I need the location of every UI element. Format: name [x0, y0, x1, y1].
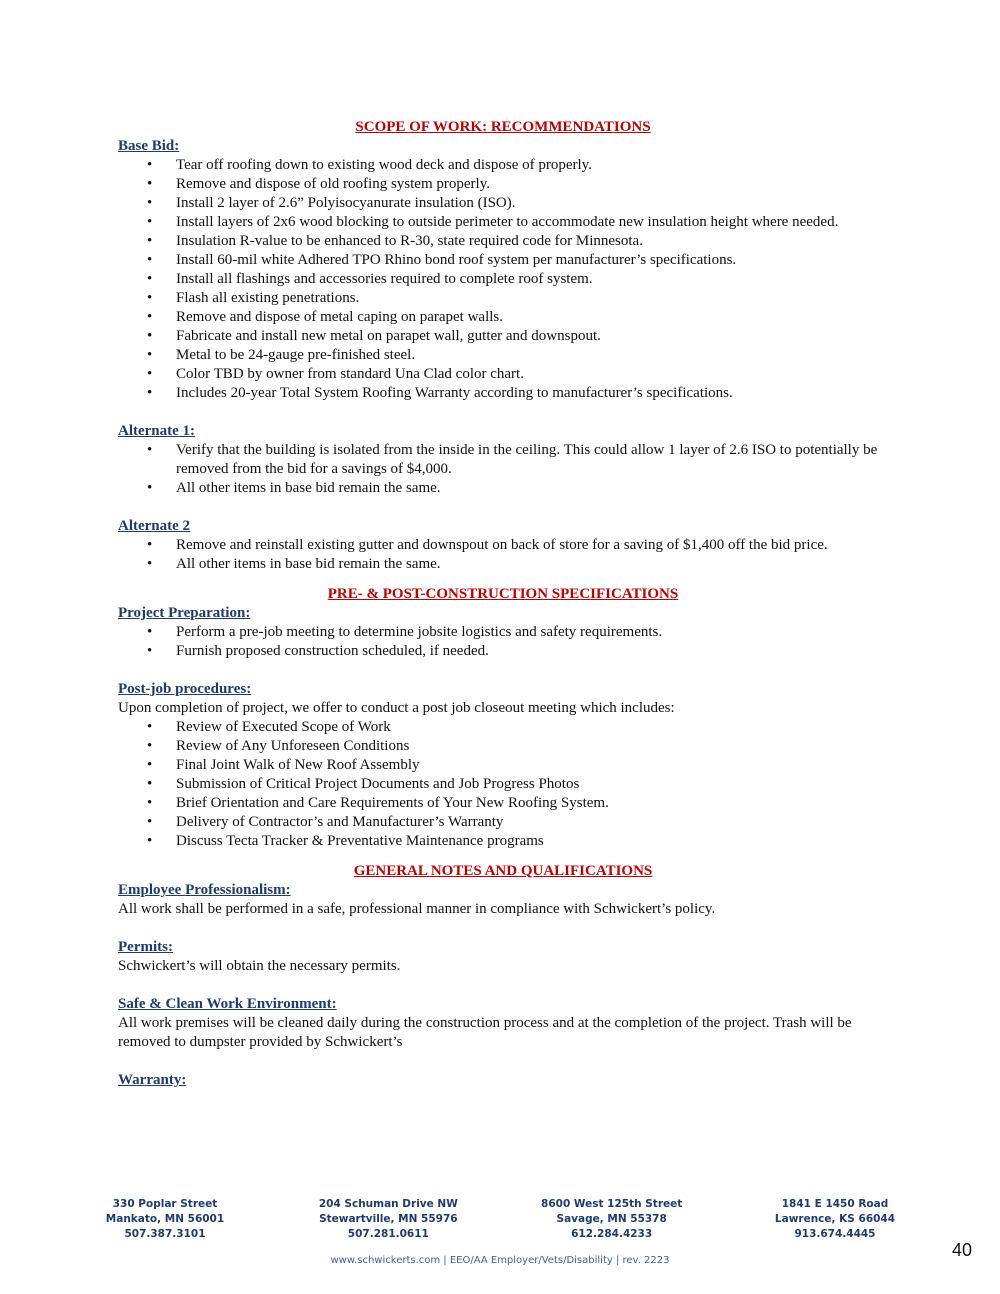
list-item: • Includes 20-year Total System Roofing Warranty according to manufacturer’s specifications.	[147, 385, 733, 401]
bullet-icon: •	[147, 814, 153, 830]
bullet-icon: •	[147, 833, 153, 849]
list-item: • Install all flashings and accessories required to complete roof system.	[147, 271, 593, 287]
list-item: • Remove and dispose of old roofing system properly.	[147, 176, 490, 192]
list-item: • Insulation R-value to be enhanced to R-30, state required code for Minnesota.	[147, 233, 643, 249]
alternate-1-list	[118, 441, 888, 498]
bullet-icon: •	[147, 738, 153, 754]
document-body	[118, 118, 888, 1090]
bullet-icon: •	[147, 233, 153, 249]
preparation-list	[118, 623, 888, 661]
list-item: • Furnish proposed construction scheduled, if needed.	[147, 643, 489, 659]
post-job-list	[118, 718, 888, 851]
office-lawrence: 1841 E 1450 Road Lawrence, KS 66044 913.674.4445	[774, 1198, 896, 1240]
list-item: • Install layers of 2x6 wood blocking to outside perimeter to accommodate new insulation height where needed.	[147, 214, 839, 230]
permits-text: Schwickert’s will obtain the necessary permits.	[118, 958, 401, 974]
page-number: 40	[951, 1240, 972, 1260]
list-item: • Metal to be 24-gauge pre-finished steel.	[147, 347, 416, 363]
alternate-2-heading: Alternate 2	[118, 518, 191, 534]
office-stewartville: 204 Schuman Drive NW Stewartville, MN 55976 507.281.0611	[318, 1198, 458, 1240]
bullet-icon: •	[147, 442, 153, 458]
bullet-icon: •	[147, 195, 153, 211]
list-item: • Install 2 layer of 2.6” Polyisocyanurate insulation (ISO).	[147, 195, 516, 211]
professionalism-heading: Employee Professionalism:	[118, 882, 291, 898]
bullet-icon: •	[147, 309, 153, 325]
bullet-icon: •	[147, 643, 153, 659]
bullet-icon: •	[147, 385, 153, 401]
bullet-icon: •	[147, 290, 153, 306]
environment-text: All work premises will be cleaned daily during the construction process and at the completion of the project. Trash will be removed to dumpster provided by Schwickert’s	[118, 1015, 852, 1050]
alternate-2-list	[118, 536, 888, 574]
list-item: • Color TBD by owner from standard Una Clad color chart.	[147, 366, 524, 382]
post-job-heading: Post-job procedures:	[118, 681, 252, 697]
footer-website-line: www.schwickerts.com | EEO/AA Employer/Vets/Disability | rev. 2223	[330, 1255, 670, 1266]
list-item: • Review of Executed Scope of Work	[147, 719, 391, 735]
bullet-icon: •	[147, 776, 153, 792]
bullet-icon: •	[147, 719, 153, 735]
office-mankato: 330 Poplar Street Mankato, MN 56001 507.387.3101	[105, 1198, 225, 1240]
list-item: • Remove and dispose of metal caping on parapet walls.	[147, 309, 503, 325]
bullet-icon: •	[147, 537, 153, 553]
list-item: • Review of Any Unforeseen Conditions	[147, 738, 410, 754]
bullet-icon: •	[147, 480, 153, 496]
base-bid-list	[118, 156, 888, 403]
list-item: • Tear off roofing down to existing wood deck and dispose of properly.	[147, 157, 592, 173]
bullet-icon: •	[147, 214, 153, 230]
bullet-icon: •	[147, 556, 153, 572]
notes-title: GENERAL NOTES AND QUALIFICATIONS	[353, 863, 653, 879]
bullet-icon: •	[147, 271, 153, 287]
alternate-1-heading: Alternate 1:	[118, 423, 196, 439]
office-savage: 8600 West 125th Street Savage, MN 55378 612.284.4233	[541, 1198, 683, 1240]
bullet-icon: •	[147, 157, 153, 173]
list-item: • Flash all existing penetrations.	[147, 290, 360, 306]
bullet-icon: •	[147, 252, 153, 268]
list-item: • Discuss Tecta Tracker & Preventative Maintenance programs	[147, 833, 544, 849]
list-item: • Fabricate and install new metal on parapet wall, gutter and downspout.	[147, 328, 601, 344]
bullet-icon: •	[147, 795, 153, 811]
bullet-icon: •	[147, 757, 153, 773]
environment-heading: Safe & Clean Work Environment:	[118, 996, 337, 1012]
project-preparation-heading: Project Preparation:	[118, 605, 251, 621]
footer-offices	[60, 1197, 940, 1242]
bullet-icon: •	[147, 328, 153, 344]
list-item: • Final Joint Walk of New Roof Assembly	[147, 757, 420, 773]
bullet-icon: •	[147, 347, 153, 363]
professionalism-text: All work shall be performed in a safe, professional manner in compliance with Schwickert’s policy.	[118, 901, 716, 917]
list-item: • Install 60-mil white Adhered TPO Rhino bond roof system per manufacturer’s specifications.	[147, 252, 737, 268]
warranty-heading: Warranty:	[118, 1072, 187, 1088]
list-item: • Perform a pre-job meeting to determine jobsite logistics and safety requirements.	[147, 624, 663, 640]
bullet-icon: •	[147, 366, 153, 382]
list-item: • All other items in base bid remain the same.	[147, 480, 441, 496]
scope-title: SCOPE OF WORK: RECOMMENDATIONS	[355, 119, 651, 135]
base-bid-heading: Base Bid:	[118, 138, 180, 154]
bullet-icon: •	[147, 624, 153, 640]
list-item: • Delivery of Contractor’s and Manufacturer’s Warranty	[147, 814, 504, 830]
list-item: • Verify that the building is isolated from the inside in the ceiling. This could allow 1 layer of 2.6 ISO to potentially be removed from the bid for a savings of $4,000.	[147, 442, 878, 477]
post-job-intro: Upon completion of project, we offer to conduct a post job closeout meeting which includes:	[118, 700, 675, 716]
list-item: • Submission of Critical Project Documents and Job Progress Photos	[147, 776, 580, 792]
list-item: • All other items in base bid remain the same.	[147, 556, 441, 572]
prepost-title: PRE- & POST-CONSTRUCTION SPECIFICATIONS	[327, 586, 679, 602]
permits-heading: Permits:	[118, 939, 173, 955]
bullet-icon: •	[147, 176, 153, 192]
list-item: • Brief Orientation and Care Requirements of Your New Roofing System.	[147, 795, 609, 811]
list-item: • Remove and reinstall existing gutter and downspout on back of store for a saving of $1,400 off the bid price.	[147, 537, 828, 553]
